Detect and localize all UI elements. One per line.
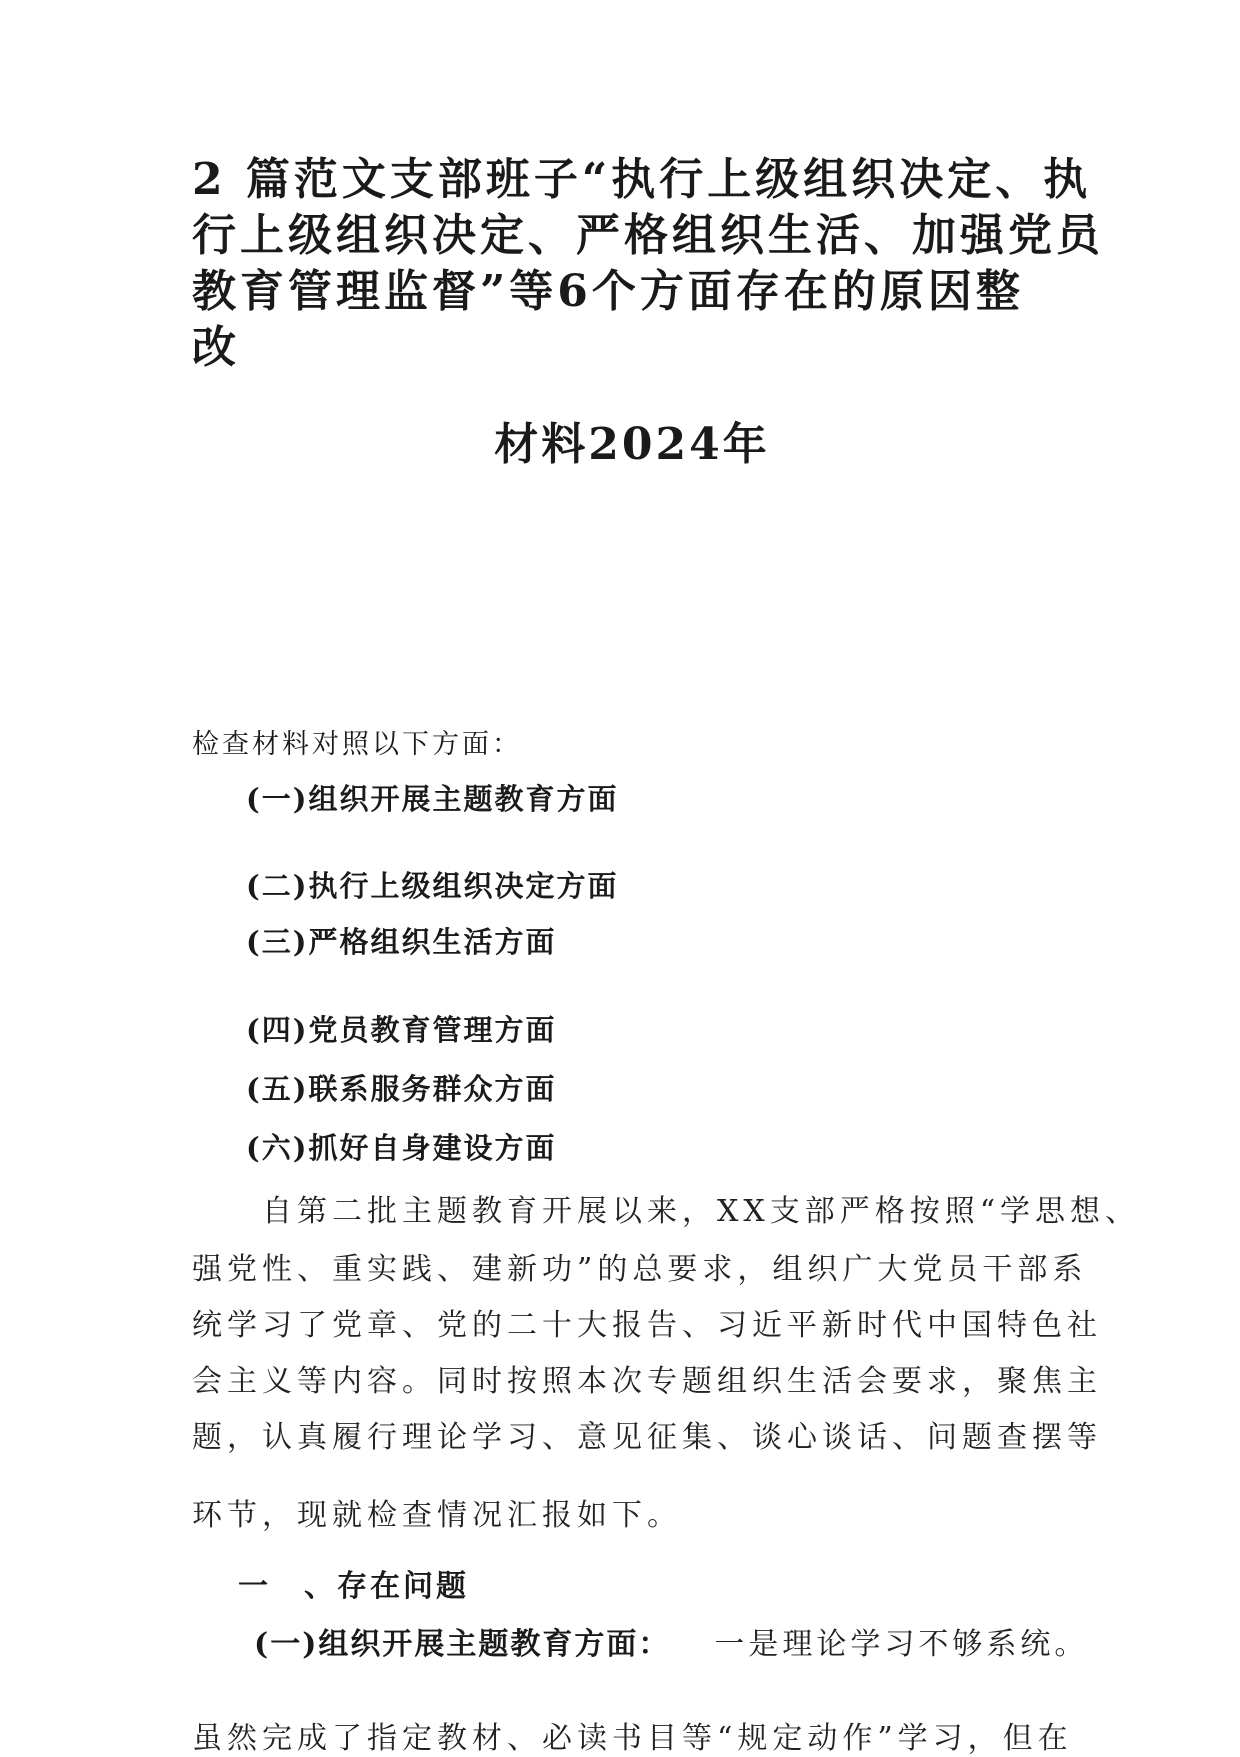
title-tail: 材料2024年 [494, 419, 770, 470]
title-line: 行上级组织决定、严格组织生活、加强党员 [192, 210, 1104, 261]
aspect-item-5: (五)联系服务群众方面 [246, 1072, 557, 1106]
aspect-item-1: (一)组织开展主题教育方面 [246, 782, 619, 816]
paragraph-line: 会主义等内容。同时按照本次专题组织生活会要求，聚焦主 [192, 1364, 1102, 1399]
paragraph-line: 题，认真履行理论学习、意见征集、谈心谈话、问题查摆等 [192, 1420, 1102, 1455]
title-line: 改 [192, 322, 240, 373]
section-heading: 一 、存在问题 [238, 1569, 469, 1604]
aspect-item-6: (六)抓好自身建设方面 [246, 1131, 557, 1165]
aspect-item-3: (三)严格组织生活方面 [246, 925, 557, 959]
paragraph-line: 统学习了党章、党的二十大报告、习近平新时代中国特色社 [192, 1308, 1102, 1343]
title-line: 2 篇范文支部班子“执行上级组织决定、执 [192, 154, 1092, 205]
paragraph-line: 环节，现就检查情况汇报如下。 [192, 1498, 682, 1533]
intro-text: 检查材料对照以下方面： [192, 729, 522, 760]
sub-heading-text: 一是理论学习不够系统。 [714, 1627, 1089, 1662]
paragraph-line: 自第二批主题教育开展以来，XX支部严格按照“学思想、 [192, 1194, 1141, 1229]
aspect-item-2: (二)执行上级组织决定方面 [246, 869, 619, 903]
paragraph-line: 虽然完成了指定教材、必读书目等“规定动作”学习，但在 [192, 1721, 1073, 1756]
document-title [192, 152, 1104, 376]
sub-heading-label: (一)组织开展主题教育方面： [254, 1627, 671, 1662]
title-line: 教育管理监督”等6个方面存在的原因整 [192, 266, 1024, 317]
paragraph-line: 强党性、重实践、建新功”的总要求，组织广大党员干部系 [192, 1252, 1088, 1287]
aspect-item-4: (四)党员教育管理方面 [246, 1013, 557, 1047]
sub-heading [254, 1619, 1088, 1663]
